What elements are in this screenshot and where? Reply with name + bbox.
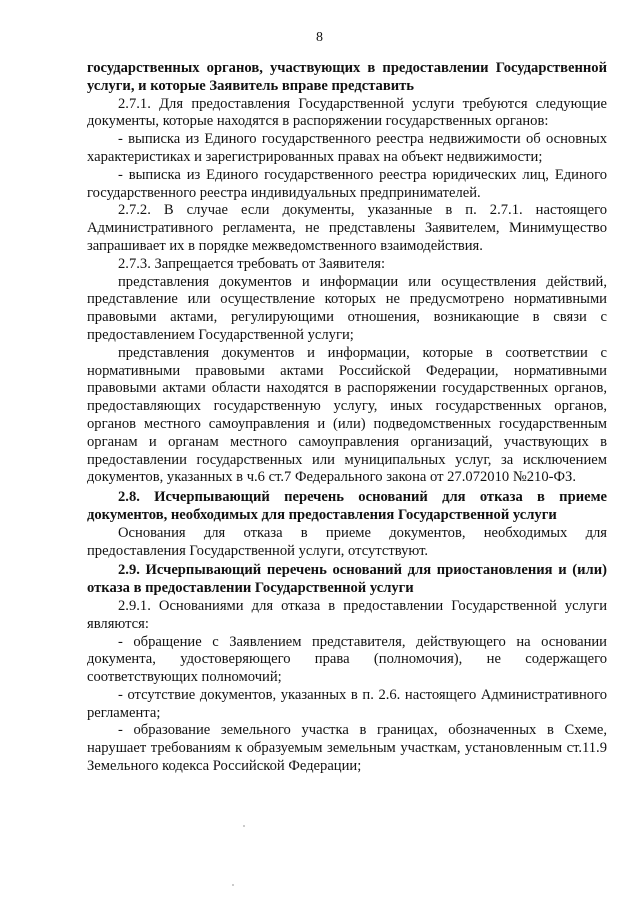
paragraph-2-7-1: 2.7.1. Для предоставления Государственной услуги требуются следующие документы, которые находятся в распоряжении государственных органов:: [87, 95, 607, 130]
paragraph-2-7-3-prohibition-2: представления документов и информации, которые в соответствии с нормативными правовыми актами Российской Федерации, нормативными правовыми актами области находятся в распоряжении государственных органов, предоставляющих государственную услугу, иных государственных органов, органов местного самоуправления и (или) подведомственных государственным органам и органам местного самоуправления организаций, участвующих в предоставлении государственных или муниципальных услуг, за исключением документов, указанных в ч.6 ст.7 Федерального закона от 27.072010 №210-ФЗ.: [87, 344, 607, 486]
scan-artifact: [243, 825, 245, 827]
scan-artifact: [232, 884, 234, 886]
list-item-missing-documents: - отсутствие документов, указанных в п. 2.6. настоящего Административного регламента;: [87, 686, 607, 721]
list-item-egrn-extract: - выписка из Единого государственного реестра недвижимости об основных характеристиках и зарегистрированных правах на объект недвижимости;: [87, 131, 607, 165]
section-heading-2-8: 2.8. Исчерпывающий перечень оснований для отказа в приеме документов, необходимых для предоставления Государственной услуги: [87, 489, 607, 523]
list-item-representative-authority: - обращение с Заявлением представителя, действующего на основании документа, удостоверяющего права (полномочия), не содержащего соответствующих полномочий;: [87, 633, 607, 686]
list-item-egrul-extract: - выписка из Единого государственного реестра юридических лиц, Единого государственного реестра индивидуальных предпринимателей.: [87, 166, 607, 201]
document-body: [87, 60, 607, 776]
paragraph-2-7-2: 2.7.2. В случае если документы, указанные в п. 2.7.1. настоящего Административного регламента, не представлены Заявителем, Минимущество запрашивает их в порядке межведомственного взаимодействия.: [87, 202, 607, 254]
paragraph-2-8: Основания для отказа в приеме документов, необходимых для предоставления Государственной услуги, отсутствуют.: [87, 524, 607, 559]
section-heading-2-7-continuation: государственных органов, участвующих в предоставлении Государственной услуги, и которые Заявитель вправе представить: [87, 60, 607, 94]
paragraph-2-7-3-prohibition-1: представления документов и информации или осуществления действий, представление или осуществление которых не предусмотрено нормативными правовыми актами, регулирующими отношения, возникающие в связи с предоставлением Государственной услуги;: [87, 273, 607, 343]
paragraph-2-7-3: 2.7.3. Запрещается требовать от Заявителя:: [118, 255, 386, 272]
page-number: 8: [316, 30, 323, 45]
paragraph-2-9-1: 2.9.1. Основаниями для отказа в предоставлении Государственной услуги являются:: [87, 597, 607, 632]
section-heading-2-9: 2.9. Исчерпывающий перечень оснований для приостановления и (или) отказа в предоставлении Государственной услуги: [87, 562, 607, 597]
list-item-land-plot-requirements: - образование земельного участка в границах, обозначенных в Схеме, нарушает требованиям к образуемым земельным участкам, установленным ст.11.9 Земельного кодекса Российской Федерации;: [87, 722, 607, 775]
